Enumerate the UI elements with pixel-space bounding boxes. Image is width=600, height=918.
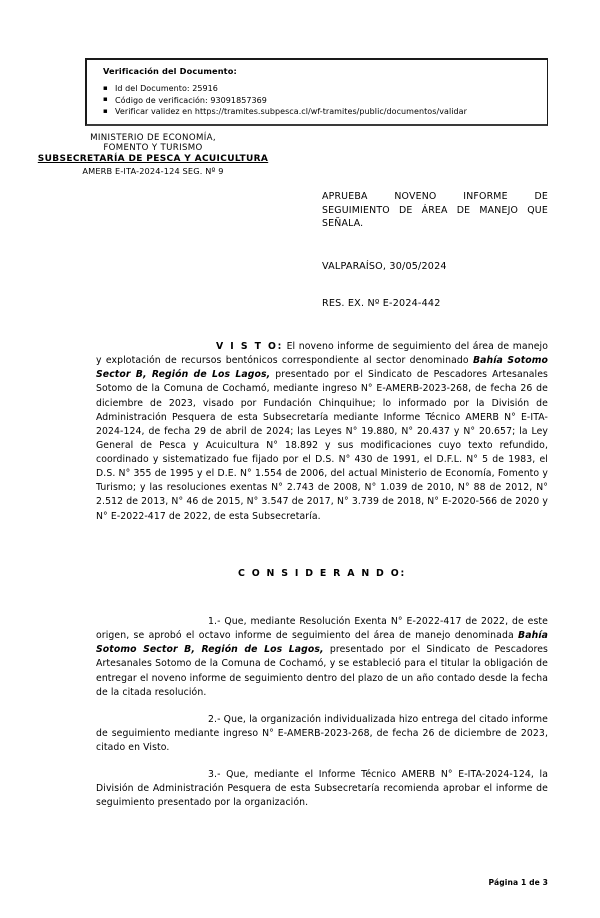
considerando-item-1 [96,615,548,700]
letterhead-subsecretaria: SUBSECRETARÍA DE PESCA Y ACUICULTURA [37,154,269,165]
visto-label: V I S T O: [216,341,284,352]
considerando-heading: C O N S I D E R A N D O: [237,568,407,579]
visto-paragraph [96,340,548,524]
verification-item-code: ▪ Código de verificación: 93091857369 [103,95,537,107]
considerando-1-emphasis-area-name: Bahía Sotomo Sector B, Región de Los Lagos, [96,630,548,656]
verification-item-id: ▪ Id del Documento: 25916 [103,83,537,95]
considerando-item-3 [96,768,548,810]
visto-text-2: presentado por el Sindicato de Pescadores Artesanales Sotomo de la Comuna de Cochamó, mediante ingreso N° E-AMERB-2023-268, de fecha 26 de diciembre de 2023, visado por Fundación Chinquihue; lo informado por la División de Administración Pesquera de esta Subsecretaría mediante Informe Técnico AMERB N° E-ITA-2024-124, de fecha 29 de abril de 2024; las Leyes N° 19.880, N° 20.437 y N° 20.657; la Ley General de Pesca y Acuicultura N° 18.892 y sus modificaciones cuyo texto refundido, coordinado y sistematizado fue fijado por el D.S. N° 430 de 1991, el D.F.L. N° 5 de 1983, el D.S. N° 355 de 1995 y el D.E. N° 1.554 de 2006, del actual Ministerio de Economía, Fomento y Turismo; y las resoluciones exentas N° 2.743 de 2008, N° 1.039 de 2010, N° 88 de 2012, N° 2.512 de 2013, N° 46 de 2015, N° 3.547 de 2017, N° 3.739 de 2018, N° E-2020-566 de 2020 y N° E-2022-417 de 2022, de esta Subsecretaría. [96,369,548,522]
considerando-1-text-1: Que, mediante Resolución Exenta N° E-2022-417 de 2022, de este origen, se aprobó el octavo informe de seguimiento del área de manejo denominada [96,616,548,642]
considerando-section [96,615,548,811]
visto-section [96,340,548,524]
page-number-footer: Página 1 de 3 [488,878,548,887]
verification-box [85,58,548,126]
considerando-1-number: 1.- [208,616,221,627]
verification-list [103,83,537,118]
considerando-1-text-2: presentado por el Sindicato de Pescadores Artesanales Sotomo de la Comuna de Cochamó, y se estableció para el titular la obligación de entregar el noveno informe de seguimiento dentro del plazo de un año contado desde la fecha de la citada resolución. [96,644,548,698]
letterhead-amerb-code: AMERB E-ITA-2024-124 SEG. Nº 9 [82,166,224,177]
verification-title: Verificación del Documento: [103,66,237,76]
considerando-3-number: 3.- [208,769,221,781]
considerando-item-2 [96,713,548,755]
considerando-2-text-1: Que, la organización individualizada hizo entrega del citado informe de seguimiento mediante ingreso N° E-AMERB-2023-268, de fecha 26 de diciembre de 2023, citado en Visto. [96,713,548,753]
place-and-date: VALPARAÍSO, 30/05/2024 [322,261,447,272]
letterhead [18,133,288,176]
visto-emphasis-area-name: Bahía Sotomo Sector B, Región de Los Lagos, [96,355,548,381]
considerando-2-number: 2.- [208,713,221,725]
letterhead-ministry-line2: FOMENTO Y TURISMO [103,143,203,154]
letterhead-ministry-line1: MINISTERIO DE ECONOMÍA, [90,133,216,143]
resolution-number: RES. EX. Nº E-2024-442 [322,298,441,309]
visto-text-1: El noveno informe de seguimiento del área de manejo y explotación de recursos bentónicos correspondiente al sector denominado [96,341,548,367]
document-subject: APRUEBA NOVENO INFORME DE SEGUIMIENTO DE ÁREA DE MANEJO QUE SEÑALA. [322,191,548,230]
verification-item-url: ▪ Verificar validez en https://tramites.subpesca.cl/wf-tramites/public/documentos/validar [103,106,537,118]
considerando-3-text-1: Que, mediante el Informe Técnico AMERB N° E-ITA-2024-124, la División de Administración Pesquera de esta Subsecretaría recomienda aprobar el informe de seguimiento presentado por la organización. [96,769,548,809]
